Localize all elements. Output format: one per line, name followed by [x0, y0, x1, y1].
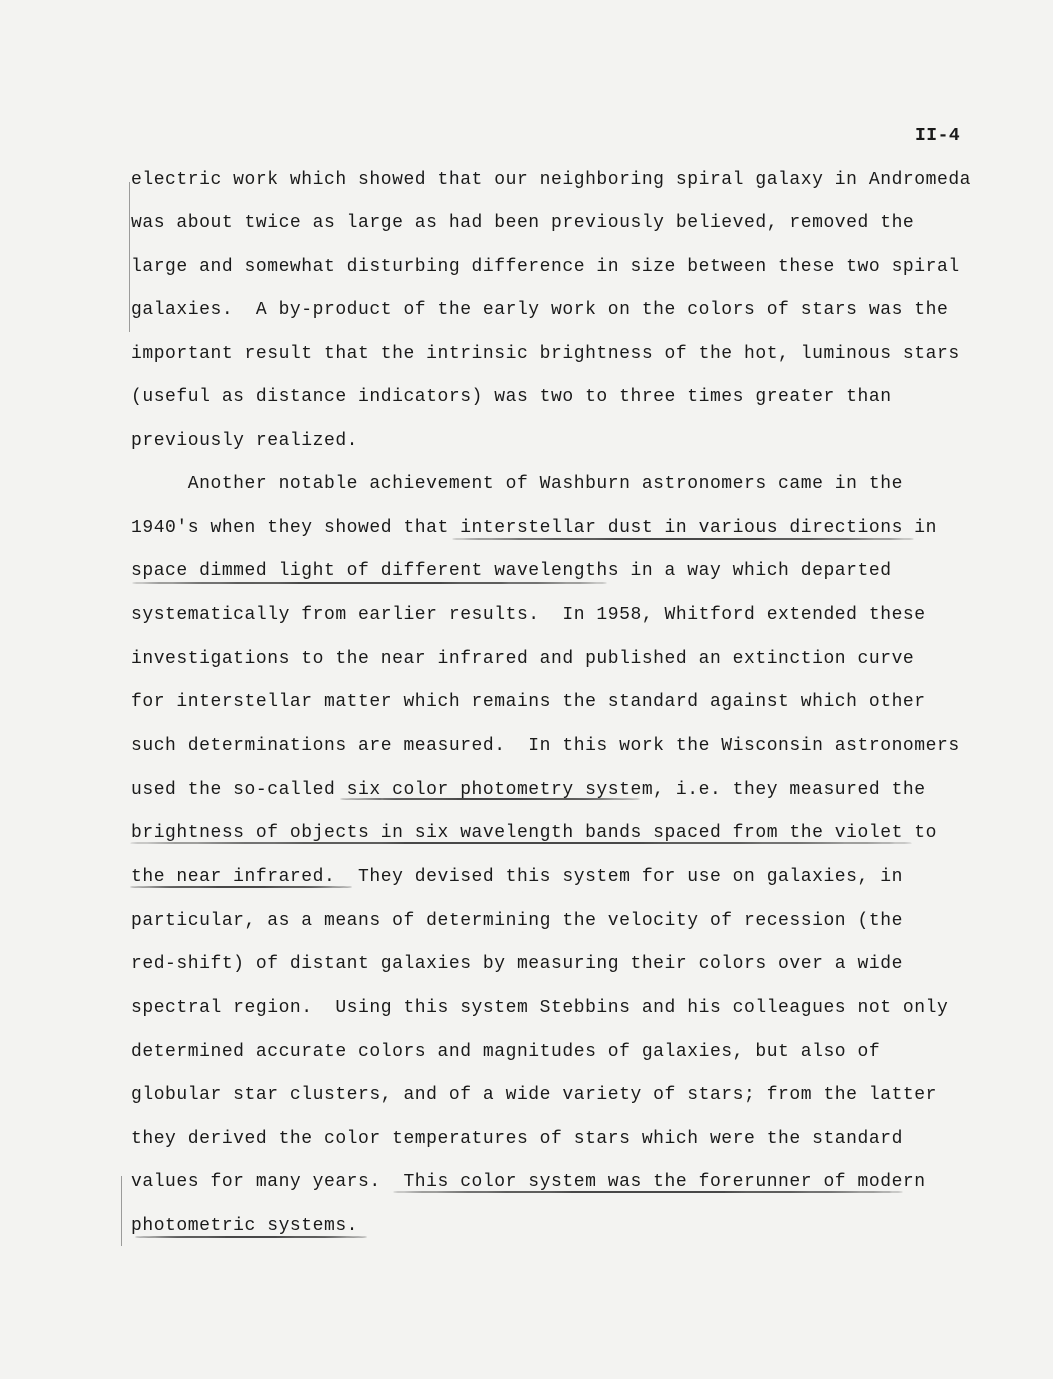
- text-line: determined accurate colors and magnitudes of galaxies, but also of: [131, 1042, 881, 1062]
- margin-mark: [129, 182, 130, 332]
- pencil-underline: [130, 842, 912, 844]
- text-line: values for many years. This color system was the forerunner of modern: [131, 1172, 926, 1192]
- text-line: systematically from earlier results. In 1958, Whitford extended these: [131, 605, 926, 625]
- text-line: globular star clusters, and of a wide variety of stars; from the latter: [131, 1085, 937, 1105]
- text-line: important result that the intrinsic brightness of the hot, luminous stars: [131, 344, 960, 364]
- text-line: red-shift) of distant galaxies by measuring their colors over a wide: [131, 954, 903, 974]
- pencil-underline: [135, 1236, 367, 1238]
- page-number: II-4: [915, 126, 961, 146]
- margin-mark: [121, 1176, 122, 1246]
- text-line: particular, as a means of determining the velocity of recession (the: [131, 911, 903, 931]
- text-line: brightness of objects in six wavelength bands spaced from the violet to: [131, 823, 937, 843]
- text-line: spectral region. Using this system Stebbins and his colleagues not only: [131, 998, 949, 1018]
- text-line: investigations to the near infrared and published an extinction curve: [131, 649, 915, 669]
- text-line: 1940's when they showed that interstellar dust in various directions in: [131, 518, 937, 538]
- text-line: (useful as distance indicators) was two to three times greater than: [131, 387, 892, 407]
- text-line: electric work which showed that our neighboring spiral galaxy in Andromeda: [131, 170, 972, 190]
- pencil-underline: [452, 538, 914, 540]
- text-line: Another notable achievement of Washburn astronomers came in the: [131, 474, 903, 494]
- text-line: was about twice as large as had been previously believed, removed the: [131, 213, 915, 233]
- text-line: large and somewhat disturbing difference in size between these two spiral: [131, 257, 960, 277]
- pencil-underline: [393, 1191, 903, 1193]
- text-line: space dimmed light of different wavelengths in a way which departed: [131, 561, 892, 581]
- text-line: such determinations are measured. In this work the Wisconsin astronomers: [131, 736, 960, 756]
- text-line: the near infrared. They devised this system for use on galaxies, in: [131, 867, 903, 887]
- text-line: photometric systems.: [131, 1216, 359, 1236]
- pencil-underline: [130, 886, 352, 888]
- text-line: used the so-called six color photometry system, i.e. they measured the: [131, 780, 926, 800]
- pencil-underline: [132, 582, 607, 584]
- text-line: galaxies. A by-product of the early work on the colors of stars was the: [131, 300, 949, 320]
- text-line: previously realized.: [131, 431, 359, 451]
- pencil-underline: [340, 798, 640, 800]
- text-line: they derived the color temperatures of stars which were the standard: [131, 1129, 903, 1149]
- text-line: for interstellar matter which remains the standard against which other: [131, 692, 926, 712]
